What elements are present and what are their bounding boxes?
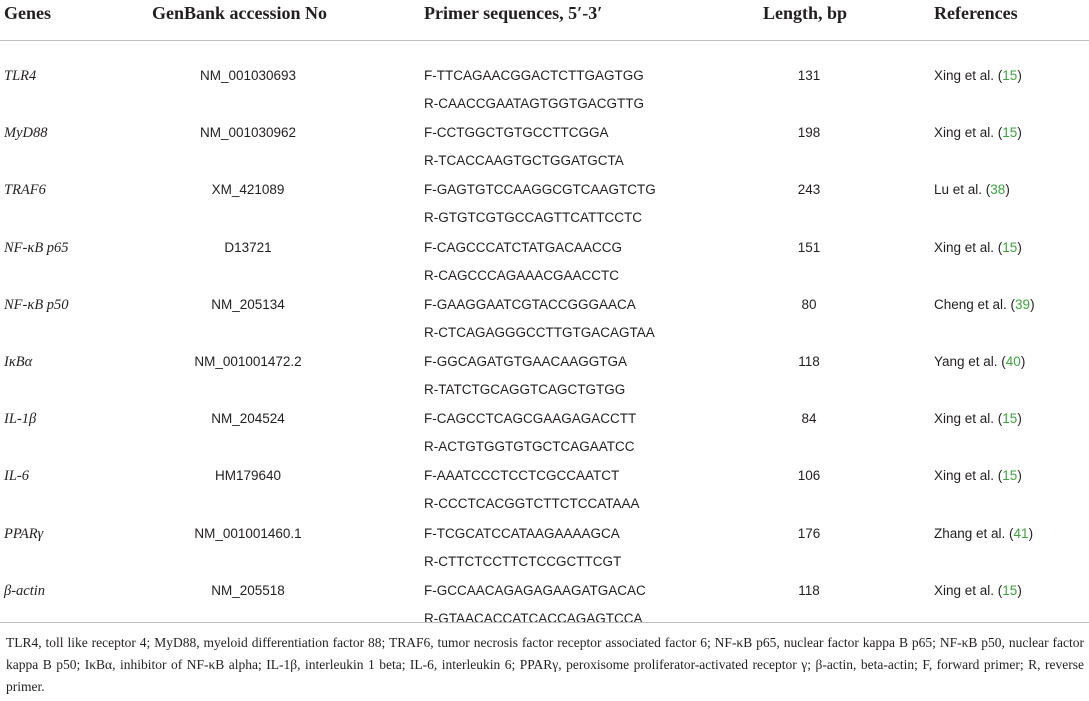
reference-close: ) (1017, 582, 1022, 598)
gene-name: NF-κB p50 (4, 296, 69, 313)
gene-name: MyD88 (4, 125, 48, 142)
table-row (0, 565, 1089, 626)
table-row (0, 50, 1089, 111)
reference-author: Xing et al. ( (934, 411, 1003, 427)
gene-name: IL-6 (4, 468, 29, 485)
reference (934, 68, 1022, 84)
length-text: 243 (797, 182, 821, 198)
reference (934, 125, 1022, 141)
reverse-primer: R-TCACCAAGTGCTGGATGCTA (424, 153, 624, 169)
table-row (0, 164, 1089, 226)
reference-close: ) (1017, 68, 1022, 83)
reverse-primer: R-GTGTCGTGCCAGTTCATTCCTC (424, 210, 642, 226)
table-row (0, 393, 1089, 455)
length-text: 84 (801, 411, 817, 427)
length-text: 176 (797, 525, 821, 541)
table-row (0, 336, 1089, 397)
forward-primer: F-CCTGGCTGTGCCTTCGGA (424, 125, 609, 141)
accession-text: NM_205518 (211, 582, 285, 598)
reference-author: Xing et al. ( (934, 468, 1003, 484)
table-footnote: TLR4, toll like receptor 4; MyD88, myeloid differentiation factor 88; TRAF6, tumor necrosis factor receptor associated factor 6; NF-κB p65, nuclear factor kappa B p65; NF-κB p50, nuclear factor kappa B p50; IκBα, inhibitor of NF-κB alpha; IL-1β, interleukin 1 beta; IL-6, interleukin 6; PPARγ, peroxisome proliferator-activated receptor γ; β-actin, beta-actin; F, forward primer; R, reverse primer. (6, 635, 1084, 694)
reverse-primer: R-ACTGTGGTGTGCTCAGAATCC (424, 439, 635, 455)
reverse-primer: R-CAGCCCAGAAACGAACCTC (424, 267, 620, 283)
length-text: 106 (797, 468, 821, 484)
reverse-primer: R-GTAACACCATCACCAGAGTCCA (424, 610, 643, 626)
reference-author: Zhang et al. ( (934, 525, 1014, 541)
reference-author: Lu et al. ( (934, 182, 991, 198)
reference-link[interactable]: 15 (1002, 468, 1018, 484)
length-text: 198 (797, 125, 821, 141)
gene-name: TLR4 (4, 68, 37, 84)
accession-text: D13721 (224, 239, 272, 255)
reference-author: Xing et al. ( (934, 68, 1003, 83)
length-text: 151 (797, 239, 821, 255)
header-divider (0, 40, 1089, 41)
length-text: 131 (797, 68, 821, 83)
table-row (0, 107, 1089, 169)
reference-link[interactable]: 15 (1002, 239, 1018, 255)
table-row (0, 279, 1089, 340)
reverse-primer: R-CAACCGAATAGTGGTGACGTTG (424, 96, 645, 111)
reference-link[interactable]: 15 (1002, 68, 1018, 83)
reference-close: ) (1017, 411, 1022, 427)
reference (934, 583, 1022, 599)
reference-author: Xing et al. ( (934, 582, 1003, 598)
forward-primer: F-GGCAGATGTGAACAAGGTGA (424, 354, 628, 369)
reference-link[interactable]: 38 (990, 182, 1006, 198)
accession-text: NM_205134 (211, 296, 285, 312)
forward-primer: F-CAGCCCATCTATGACAACCG (424, 239, 622, 255)
table-bottom-divider (0, 622, 1089, 623)
reference-close: ) (1017, 239, 1022, 255)
reference-close: ) (1005, 182, 1010, 198)
reference (934, 354, 1025, 370)
column-header-references: References (934, 3, 1018, 23)
reverse-primer: R-CCCTCACGGTCTTCTCCATAAA (424, 496, 640, 512)
column-header-primers: Primer sequences, 5′-3′ (424, 3, 603, 23)
reference-link[interactable]: 15 (1002, 582, 1018, 598)
reference (934, 182, 1010, 198)
table-row (0, 222, 1089, 283)
gene-name: TRAF6 (4, 182, 46, 199)
reverse-primer: R-CTTCTCCTTCTCCGCTTCGT (424, 553, 622, 569)
reference-link[interactable]: 40 (1005, 354, 1021, 369)
accession-text: NM_204524 (211, 411, 285, 427)
column-header-accession: GenBank accession No (152, 3, 328, 23)
accession-text: HM179640 (214, 468, 282, 484)
length-text: 80 (801, 296, 817, 312)
reference-link[interactable]: 15 (1002, 411, 1018, 427)
reference-author: Cheng et al. ( (934, 296, 1016, 312)
reference-close: ) (1017, 125, 1022, 141)
reverse-primer: R-CTCAGAGGGCCTTGTGACAGTAA (424, 324, 655, 340)
length-text: 118 (798, 582, 820, 598)
accession-text: XM_421089 (211, 182, 285, 198)
reference (934, 468, 1022, 484)
reference-close: ) (1028, 525, 1034, 541)
gene-name: IL-1β (4, 411, 37, 428)
reference (934, 411, 1022, 427)
forward-primer: F-TCGCATCCATAAGAAAAGCA (424, 525, 620, 541)
table-row (0, 450, 1089, 512)
table-row (0, 508, 1089, 569)
forward-primer: F-GAGTGTCCAAGGCGTCAAGTCTG (424, 182, 656, 198)
gene-name: NF-κB p65 (4, 239, 69, 256)
gene-name: IκBα (4, 354, 33, 370)
gene-name: β-actin (4, 582, 46, 599)
reference-close: ) (1030, 296, 1035, 312)
reference-link[interactable]: 15 (1002, 125, 1018, 141)
table-header (0, 0, 1089, 40)
column-header-length: Length, bp (763, 3, 848, 23)
accession-text: NM_001001460.1 (194, 525, 302, 541)
reference (934, 297, 1035, 313)
forward-primer: F-GAAGGAATCGTACCGGGAACA (424, 296, 636, 312)
accession-text: NM_001030962 (199, 125, 297, 141)
forward-primer: F-AAATCCCTCCTCGCCAATCT (424, 468, 620, 484)
reference-author: Xing et al. ( (934, 125, 1003, 141)
reference-close: ) (1020, 354, 1026, 369)
length-text: 118 (798, 354, 820, 369)
forward-primer: F-CAGCCTCAGCGAAGAGACCTT (424, 411, 637, 427)
reverse-primer: R-TATCTGCAGGTCAGCTGTGG (424, 382, 626, 397)
reference-author: Yang et al. ( (934, 354, 1006, 369)
reference (934, 240, 1022, 256)
gene-name: PPARγ (4, 525, 44, 542)
reference (934, 526, 1033, 542)
reference-link[interactable]: 41 (1013, 525, 1029, 541)
accession-text: NM_001030693 (199, 68, 297, 83)
forward-primer: F-TTCAGAACGGACTCTTGAGTGG (424, 68, 644, 83)
column-header-genes: Genes (4, 3, 51, 23)
forward-primer: F-GCCAACAGAGAGAAGATGACAC (424, 582, 646, 598)
reference-author: Xing et al. ( (934, 239, 1003, 255)
reference-close: ) (1017, 468, 1022, 484)
reference-link[interactable]: 39 (1015, 296, 1031, 312)
accession-text: NM_001001472.2 (194, 354, 302, 369)
